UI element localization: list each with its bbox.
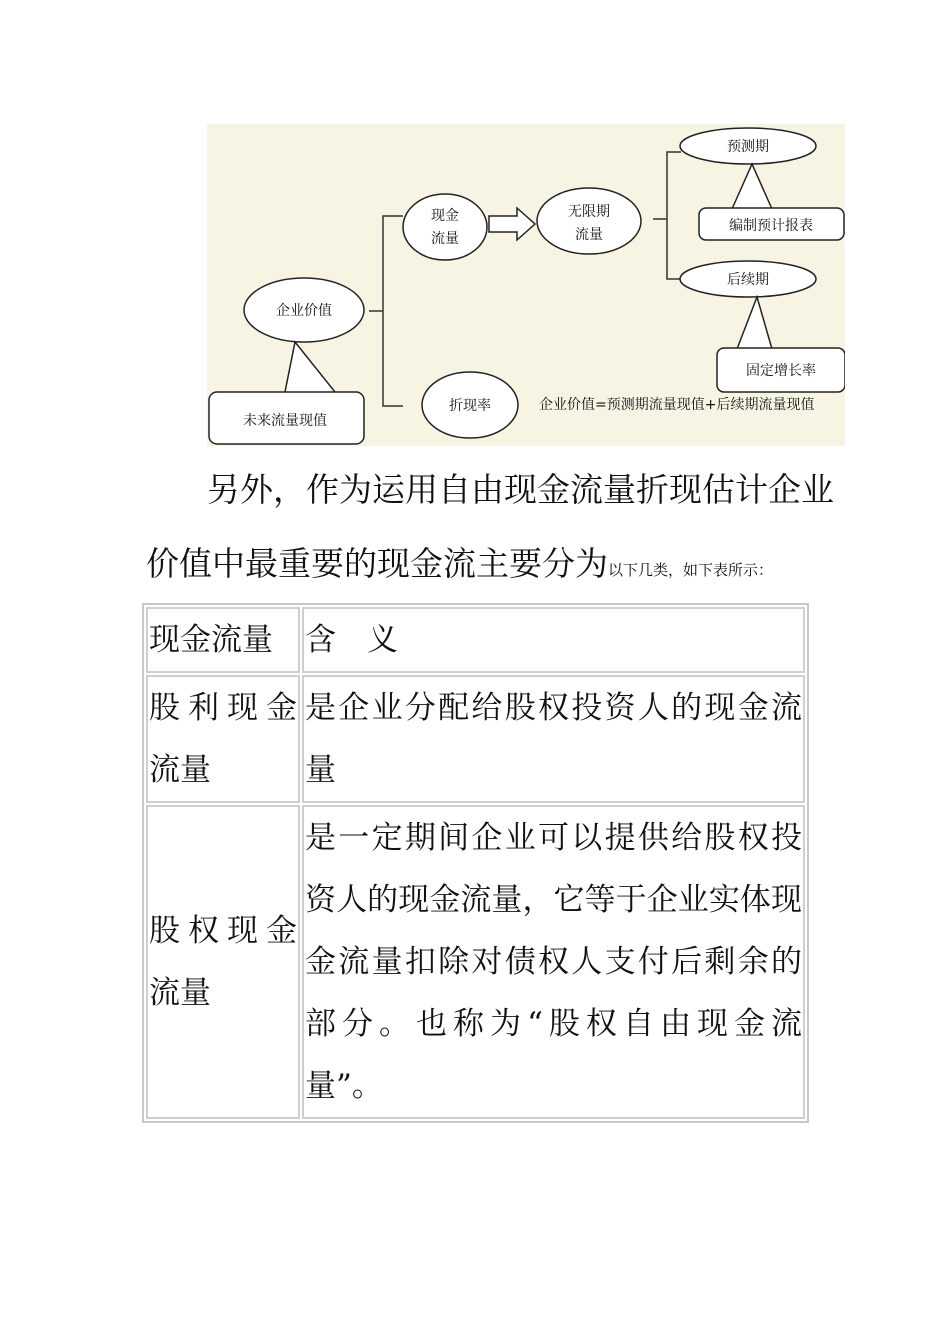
future-flow-pv-label: 未来流量现值 [243, 413, 327, 429]
header-cell-meaning: 含 义 [302, 607, 805, 673]
cell-line: 是企业分配给股权投资人的现金流 [305, 690, 802, 726]
cash-flow-label-2: 流量 [431, 231, 459, 247]
paragraph-line-2 [146, 544, 773, 590]
valuation-formula: 企业价值=预测期流量现值+后续期流量现值 [539, 397, 815, 413]
cash-flow-table [142, 603, 809, 1123]
fixed-growth-label: 固定增长率 [746, 363, 816, 379]
infinite-period-label-2: 流量 [575, 227, 603, 243]
row-equity-type [146, 805, 300, 1119]
cell-line: 资人的现金流量，它等于企业实体现 [305, 882, 802, 918]
paragraph-line-2-main: 价值中最重要的现金流主要分为 [146, 544, 608, 583]
cell-line: 流量 [149, 752, 211, 788]
cell-line: 股权现金 [149, 913, 297, 949]
cash-flow-node [403, 194, 487, 260]
row-equity-meaning [302, 805, 805, 1119]
table-row [146, 675, 805, 803]
paragraph-line-1: 另外，作为运用自由现金流量折现估计企业 [207, 470, 834, 509]
row-dividend-meaning [302, 675, 805, 803]
header-cell-cash-flow: 现金流量 [146, 607, 300, 673]
cell-line: 流量 [149, 975, 211, 1011]
paragraph-line-2-small: 以下几类，如下表所示： [608, 561, 774, 579]
infinite-period-node [537, 188, 641, 254]
cell-line: 量”。 [305, 1068, 383, 1104]
cash-flow-label-1: 现金 [431, 208, 459, 224]
cell-line: 部分。也称为“股权自由现金流 [305, 1006, 802, 1042]
forecast-period-label: 预测期 [727, 139, 769, 155]
subsequent-period-label: 后续期 [727, 272, 769, 288]
diagram-canvas [207, 124, 845, 446]
cell-line: 金流量扣除对债权人支付后剩余的 [305, 944, 802, 980]
table-row [146, 805, 805, 1119]
row-dividend-type [146, 675, 300, 803]
prepare-reports-label: 编制预计报表 [729, 218, 813, 234]
valuation-diagram [207, 124, 845, 446]
infinite-period-label-1: 无限期 [568, 204, 610, 220]
enterprise-value-label: 企业价值 [276, 303, 332, 319]
cell-line: 量 [305, 752, 336, 788]
cell-line: 股利现金 [149, 690, 297, 726]
discount-rate-label: 折现率 [449, 398, 491, 414]
table-header-row [146, 607, 805, 673]
cell-line: 是一定期间企业可以提供给股权投 [305, 820, 802, 856]
